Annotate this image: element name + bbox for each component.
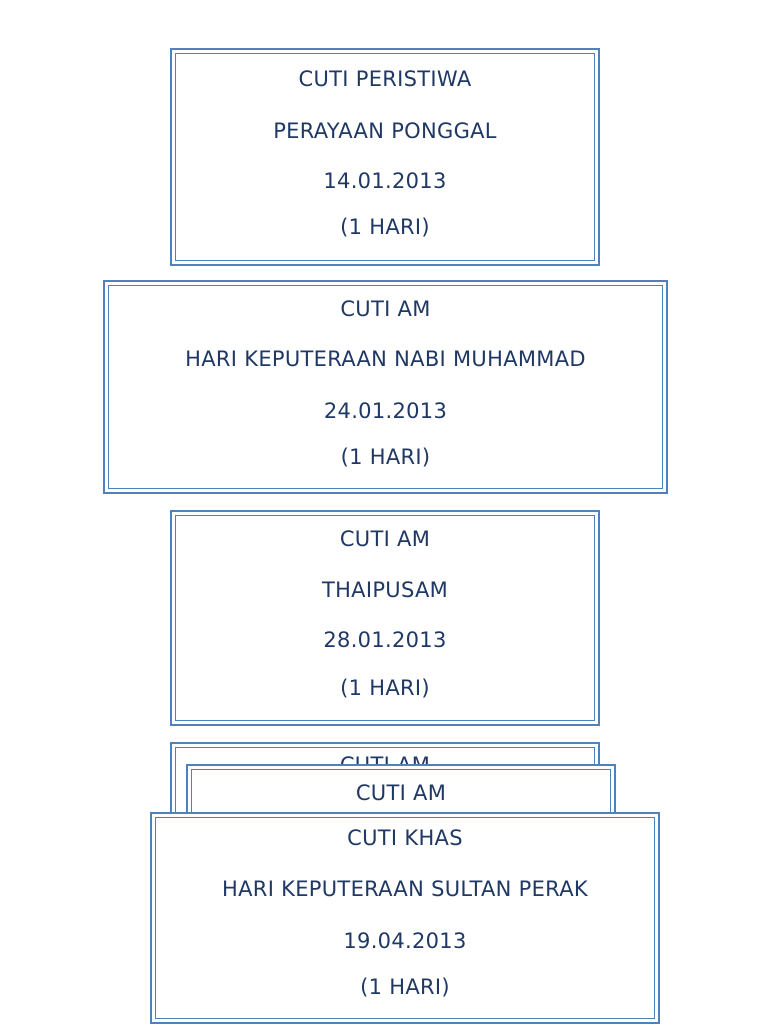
card-type: CUTI AM <box>355 781 447 805</box>
holiday-card-nabi-muhammad <box>103 280 668 494</box>
card-date: 24.01.2013 <box>323 399 448 423</box>
card-holiday-name: THAIPUSAM <box>321 578 449 602</box>
card-type: CUTI PERISTIWA <box>298 67 472 91</box>
card-duration: (1 HARI) <box>340 676 430 700</box>
card-holiday-name: HARI KEPUTERAAN NABI MUHAMMAD <box>185 347 586 371</box>
holiday-card-thaipusam <box>170 510 600 726</box>
card-type: CUTI AM <box>339 527 431 551</box>
card-date: 28.01.2013 <box>323 628 447 652</box>
card-duration: (1 HARI) <box>340 445 431 469</box>
card-date: 14.01.2013 <box>323 169 447 193</box>
card-holiday-name: PERAYAAN PONGGAL <box>273 119 497 143</box>
card-type: CUTI AM <box>340 297 431 321</box>
holiday-card-ponggal <box>170 48 600 266</box>
card-type: CUTI KHAS <box>347 826 463 850</box>
card-duration: (1 HARI) <box>340 215 430 239</box>
holiday-card-sultan-perak <box>150 812 660 1024</box>
card-date: 19.04.2013 <box>343 929 467 953</box>
card-holiday-name: HARI KEPUTERAAN SULTAN PERAK <box>222 877 588 901</box>
card-duration: (1 HARI) <box>360 975 450 999</box>
